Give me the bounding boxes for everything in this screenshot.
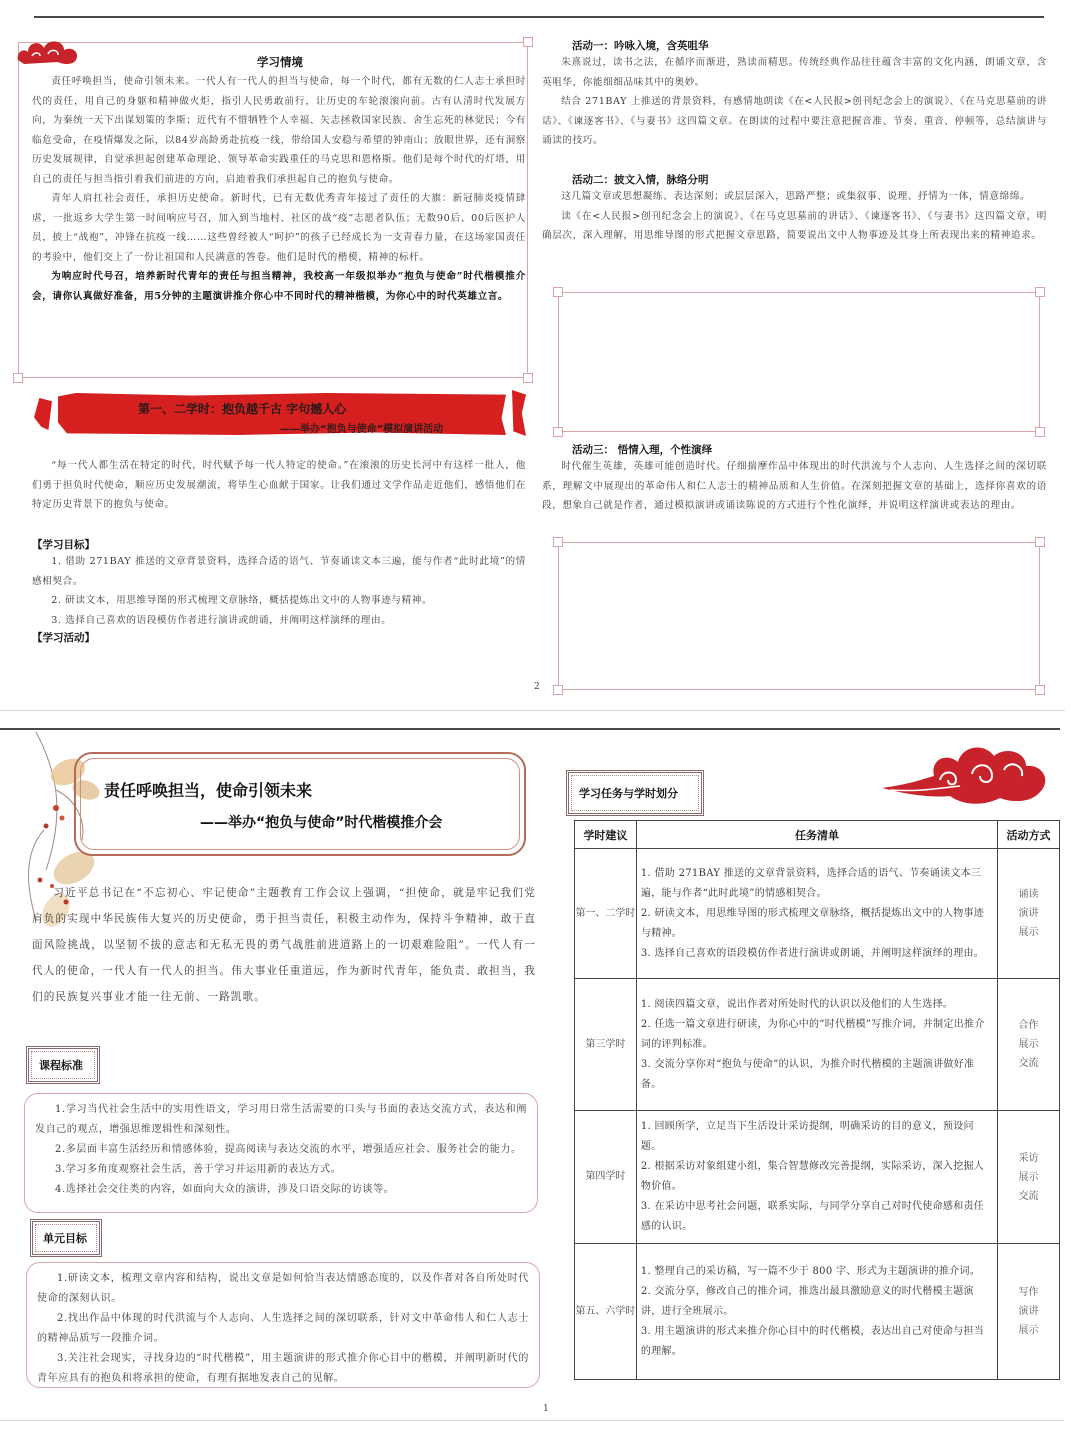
unit-goals-label: 单元目标 (30, 1219, 102, 1257)
page-number: 2 (534, 682, 540, 692)
banner-edge-left (34, 398, 52, 430)
spread-divider (0, 710, 1065, 711)
mode-item: 采访 (1018, 1152, 1039, 1164)
learning-goals (32, 537, 526, 645)
bottom-divider (0, 1420, 1064, 1421)
task-item: 2. 任选一篇文章进行研读，为你心中的“时代楷模”写推介词，并制定出推介词的评判标准。 (640, 1018, 985, 1050)
mode-item: 展示 (1018, 1171, 1039, 1183)
activity-paragraph: 朱熹说过，读书之法，在循序而渐进，熟读而精思。传统经典作品往往蕴含丰富的文化内涵，朗诵文章，含英咀华，你能细细品味其中的奥妙。 (542, 57, 1047, 88)
unit-goal-item: 1.研读文本，梳理文章内容和结构，说出文章是如何恰当表达情感态度的，以及作者对各自所处时代使命的深刻认识。 (37, 1273, 529, 1304)
activity-three-title: 活动三： 悟情入理，个性演绎 (572, 444, 713, 456)
mode-item: 诵读 (1018, 889, 1039, 900)
page-number: 1 (543, 1404, 549, 1414)
banner-edge-right (512, 390, 526, 436)
goal-item: 3. 选择自己喜欢的语段模仿作者进行演讲或朗诵，并阐明这样演绎的理由。 (51, 614, 392, 626)
banner-subtitle: ——举办“抱负与使命”模拟演讲活动 (280, 424, 444, 435)
bottom-page-rule (0, 728, 1060, 730)
context-paragraph: 责任呼唤担当，使命引领未来。一代人有一代人的担当与使命，每一个时代，都有无数的仁人志士承担时代的责任，用自己的身躯和精神做火炬，指引人民勇敢前行，让历史的车轮滚滚向前。古有认清时代发展方向，为秦统一天下出谋划策的李斯；近代有不惜牺牲个人幸福、矢志拯救国家民族、舍生忘死的林觉民；今有临危受命，在疫情爆发之际，以84岁高龄勇赴抗疫一线，带给国人安稳与希望的钟南山；放眼世界，还有洞察历史发展规律，自觉承担起创建革命理论、领导革命实践重任的马克思和恩格斯。他们是每个时代的灯塔，用自己的责任与担当指引着我们前进的方向，启迪着我们承担起自己的抱负与使命。 (32, 76, 526, 185)
task-item: 1. 借助 271BAY 推送的文章背景资料，选择合适的语气、节奏诵读文本三遍，能与作者“此时此境”的情感相契合。 (640, 867, 982, 899)
bottom-intro (32, 880, 536, 1010)
table-header-row (575, 821, 1060, 849)
activity-paragraph: 读《在<人民报>创刊纪念会上的演说》、《在马克思墓前的讲话》、《谏逐客书》、《与妻书》这四篇文章，明确层次，深入理解，用思维导图的形式把握文章思路，简要说出文中人物事迹及其身上所表现出来的精神追求。 (542, 210, 1047, 241)
context-paragraph: 青年人肩扛社会责任，承担历史使命。新时代，已有无数优秀青年接过了责任的大旗：新冠肺炎疫情肆虐，一批返乡大学生第一时间响应号召，加入到当地村、社区的战“疫”志愿者队伍；无数90后、00后医护人员，披上“战袍”，冲锋在抗疫一线……这些曾经被人“呵护”的孩子已经成长为一支青春力量，在这场家国责任的考验中，他们交上了一份让祖国和人民满意的答卷。他们是时代的楷模，精神的标杆。 (32, 193, 526, 263)
tasks-schedule-label: 学习任务与学时划分 (566, 770, 704, 816)
task-list-cell (636, 1111, 997, 1244)
unit-goal-item: 3.关注社会现实，寻找身边的“时代楷模”，用主题演讲的形式推介你心目中的楷模，并阐明新时代的青年应具有的抱负和将承担的使命，有理有据地发表自己的见解。 (37, 1353, 529, 1384)
goal-item: 1. 借助 271BAY 推送的文章背景资料，选择合适的语气、节奏诵读文本三遍，能与作者“此时此境”的情感相契合。 (32, 556, 526, 587)
mode-cell (998, 1111, 1060, 1244)
activities-heading: 【学习活动】 (32, 632, 95, 644)
mode-item: 写作 (1018, 1287, 1039, 1298)
period-cell: 第四学时 (575, 1111, 637, 1244)
task-item: 1. 回顾所学，立足当下生活设计采访提纲，明确采访的目的意义，预设问题。 (640, 1121, 974, 1152)
table-row (575, 979, 1060, 1111)
mode-item: 展示 (1018, 1325, 1039, 1336)
top-page-rule (34, 16, 1044, 18)
mode-item: 交流 (1018, 1058, 1039, 1069)
activity-one (542, 38, 1047, 151)
period-cell: 第一、二学时 (575, 849, 637, 979)
activity-three (542, 442, 1047, 516)
mode-item: 合作 (1018, 1020, 1039, 1031)
task-item: 2. 研读文本，用思维导图的形式梳理文章脉络，概括提炼出文中的人物事迹与精神。 (640, 907, 985, 939)
curriculum-standards-label: 课程标准 (26, 1046, 100, 1084)
standard-item: 2.多层面丰富生活经历和情感体验，提高阅读与表达交流的水平，增强适应社会、服务社会的能力。 (55, 1144, 522, 1155)
column-header: 任务清单 (636, 821, 997, 849)
plate-subtitle: ——举办“抱负与使命”时代楷模推介会 (200, 815, 443, 831)
task-item: 3. 交流分享你对“抱负与使命”的认识，为推介时代楷模的主题演讲做好准备。 (640, 1058, 975, 1090)
learning-context-title: 学习情境 (257, 55, 303, 69)
mode-item: 演讲 (1018, 908, 1039, 919)
standard-item: 4.选择社会交往类的内容，如面向大众的演讲，涉及口语交际的访谈等。 (55, 1184, 395, 1195)
task-item: 1. 阅读四篇文章，说出作者对所处时代的认识以及他们的人生选择。 (640, 998, 954, 1010)
curriculum-standards-box (24, 1093, 538, 1213)
goal-item: 2. 研读文本，用思维导图的形式梳理文章脉络，概括提炼出文中的人物事迹与精神。 (51, 595, 433, 606)
intro-paragraph: 习近平总书记在“不忘初心、牢记使命”主题教育工作会议上强调，“担使命，就是牢记我们党肩负的实现中华民族伟大复兴的历史使命，勇于担当责任，积极主动作为，保持斗争精神，敢于直面风险挑战，以坚韧不拔的意志和无私无畏的勇气战胜前进道路上的一切艰难险阻”。一代人有一代人的使命，一代人有一代人的担当。伟大事业任重道远，作为新时代青年，能负责、敢担当，我们的民族复兴事业才能一往无前、一路凯歌。 (32, 887, 536, 1003)
task-list-cell (636, 1244, 997, 1380)
cloud-icon (880, 740, 1052, 810)
unit-goals-box (26, 1262, 540, 1388)
learning-context-body (32, 72, 526, 306)
period-cell: 第三学时 (575, 979, 637, 1111)
mode-item: 展示 (1018, 927, 1039, 938)
activity-paragraph: 结合 271BAY 上推送的背景资料，有感情地朗读《在<人民报>创刊纪念会上的演说》、《在马克思墓前的讲话》、《谏逐客书》、《与妻书》这四篇文章。在朗读的过程中要注意把握音准、节奏、重音、停顿等，总结演讲与诵读的技巧。 (542, 96, 1047, 146)
task-item: 2. 交流分享，修改自己的推介词，推选出最具激励意义的时代楷模主题演讲，进行全班展示。 (640, 1285, 974, 1317)
tasks-table (574, 820, 1060, 1380)
goals-heading: 【学习目标】 (32, 539, 95, 551)
activity-one-title: 活动一：吟咏入境，含英咀华 (572, 40, 709, 52)
activity-two-title: 活动二：披文入情，脉络分明 (572, 174, 709, 186)
mode-item: 展示 (1018, 1039, 1039, 1050)
table-row (575, 1244, 1060, 1380)
column-header: 活动方式 (998, 821, 1060, 849)
answer-box-activity-two[interactable] (558, 292, 1040, 432)
activity-paragraph: 时代催生英雄，英雄可能创造时代。仔细揣摩作品中体现出的时代洪流与个人志向、人生选择之间的深切联系，理解文中展现出的革命伟人和仁人志士的精神品质和人生价值。在深刻把握文章的基础上，选择你喜欢的语段，想象自己就是作者，通过模拟演讲或诵读陈说的方式进行个性化演绎，并说明这样演讲或表达的理由。 (542, 461, 1047, 511)
task-list-cell (636, 979, 997, 1111)
standard-item: 1.学习当代社会生活中的实用性语文，学习用日常生活需要的口头与书面的表达交流方式，表达和阐发自己的观点，增强思维逻辑性和深刻性。 (35, 1104, 527, 1135)
title-plate-inner (80, 758, 520, 850)
table-row (575, 1111, 1060, 1244)
task-item: 3. 在采访中思考社会问题，联系实际，与同学分享自己对时代使命感和责任感的认识。 (640, 1201, 985, 1232)
activity-paragraph: 这几篇文章或思想凝练、表达深刻；或层层深入，思路严整；或集叙事、说理、抒情为一体，情意绵绵。 (561, 191, 1031, 202)
task-item: 3. 选择自己喜欢的语段模仿作者进行演讲或朗诵，并阐明这样演绎的理由。 (640, 947, 985, 959)
context-task: 为响应时代号召，培养新时代青年的责任与担当精神，我校高一年级拟举办“抱负与使命”时代楷模推介会，请你认真做好准备，用5分钟的主题演讲推介你心中不同时代的精神楷模，为你心中的时代英雄立言。 (32, 271, 526, 302)
activity-two (542, 172, 1047, 246)
lesson-intro (32, 456, 526, 515)
mode-cell (998, 1244, 1060, 1380)
intro-paragraph: “每一代人都生活在特定的时代，时代赋予每一代人特定的使命。”在滚滚的历史长河中有这样一批人，他们勇于担负时代使命，顺应历史发展潮流，将毕生心血献于国家。让我们通过文学作品走近他们，感悟他们在特定历史背景下的抱负与使命。 (32, 460, 526, 510)
task-list-cell (636, 849, 997, 979)
mode-item: 演讲 (1018, 1306, 1039, 1317)
standard-item: 3.学习多角度观察社会生活，善于学习并运用新的表达方式。 (55, 1164, 342, 1175)
task-item: 3. 用主题演讲的形式来推介你心目中的时代楷模，表达出自己对使命与担当的理解。 (640, 1325, 985, 1357)
period-cell: 第五、六学时 (575, 1244, 637, 1380)
answer-box-activity-three[interactable] (558, 542, 1040, 690)
task-item: 1. 整理自己的采访稿，写一篇不少于 800 字、形式为主题演讲的推介词。 (640, 1265, 981, 1277)
banner-title: 第一、二学时：抱负越千古 字句撼人心 (138, 402, 347, 416)
plate-title: 责任呼唤担当，使命引领未来 (104, 781, 313, 800)
mode-item: 交流 (1018, 1190, 1039, 1202)
table-row (575, 849, 1060, 979)
column-header: 学时建议 (575, 821, 637, 849)
mode-cell (998, 979, 1060, 1111)
task-item: 2. 根据采访对象组建小组，集合智慧修改完善提纲，实际采访，深入挖掘人物价值。 (640, 1161, 985, 1192)
unit-goal-item: 2.找出作品中体现的时代洪流与个人志向、人生选择之间的深切联系，针对文中革命伟人和仁人志士的精神品质写一段推介词。 (37, 1313, 529, 1344)
mode-cell (998, 849, 1060, 979)
